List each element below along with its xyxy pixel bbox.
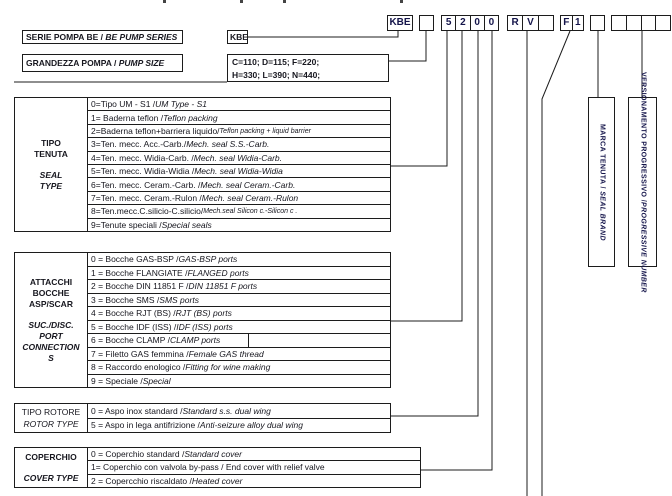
code-cell — [612, 16, 626, 30]
port-connections-rows — [87, 252, 391, 388]
rotor-type-row-0 — [87, 403, 391, 419]
seal-brand-label-en: SEAL BRAND — [598, 190, 606, 241]
port-connections-section — [14, 252, 391, 388]
option-text-it: 5 = Aspo in lega antifrizione / — [91, 420, 200, 431]
cropped-text-fragment — [240, 0, 243, 3]
option-text-it: 6 = Bocche CLAMP / — [91, 335, 170, 346]
option-text-en: FLANGED ports — [187, 267, 249, 278]
rotor-type-label — [14, 403, 88, 433]
port-connections-label-line: S — [48, 352, 54, 363]
code-cell: 5 — [445, 17, 452, 28]
port-connections-label-line: SUC./DISC. — [28, 319, 74, 330]
rotor-type-label-line: ROTOR TYPE — [23, 418, 79, 429]
cover-type-row-0 — [87, 447, 421, 461]
port-connections-label-line: BOCCHE — [32, 287, 70, 298]
seal-brand-vertical-label — [596, 124, 608, 241]
pump-size-label — [22, 54, 183, 72]
option-text-it: 5 = Bocche IDF (ISS) / — [91, 321, 177, 332]
pump-series-label-it: SERIE POMPA BE / — [26, 32, 106, 42]
code-cell: V — [522, 16, 537, 30]
code-cell: R — [511, 17, 519, 28]
code-cell: F — [563, 17, 570, 28]
code-cell — [420, 16, 433, 30]
code-cell: 2 — [455, 16, 469, 30]
option-text-it: 2 = Bocche DIN 11851 F / — [91, 281, 189, 292]
seal-type-row-5 — [87, 164, 391, 178]
seal-type-label-line: TENUTA — [34, 148, 68, 159]
option-text-it: 8=Ten.mecc.C.silicio-C.silicio/ — [91, 206, 204, 217]
cover-type-row-2 — [87, 474, 421, 488]
port-connections-row-1 — [87, 266, 391, 281]
option-text-en: Female GAS thread — [188, 348, 264, 359]
option-text-it: 4 = Bocche RJT (BS) / — [91, 308, 176, 319]
option-text-en: Standard cover — [184, 449, 242, 460]
option-text-it: 0 = Bocche GAS-BSP / — [91, 254, 179, 265]
option-text-en: Mech. seal Widia-Carb. — [193, 152, 283, 163]
option-text-en: Heated cover — [191, 475, 243, 486]
seal-type-section — [14, 97, 391, 232]
seal-brand-label-it: MARCA TENUTA / — [598, 123, 606, 191]
port-connections-label-line: ATTACCHI — [29, 276, 73, 287]
port-connections-row-6 — [87, 333, 391, 348]
progressive-number-vertical-box — [628, 71, 657, 293]
cover-type-label-line: COVER TYPE — [23, 472, 79, 483]
option-text-it: 8 = Raccordo enologico / — [91, 362, 186, 373]
port-connections-row-5 — [87, 320, 391, 335]
option-text-en: Mech. seal Ceram.-Carb. — [200, 179, 296, 190]
cover-type-rows — [87, 447, 421, 488]
port-connections-row-2 — [87, 279, 391, 294]
option-text-it: 4=Ten. mecc. Widia-Carb. / — [91, 152, 194, 163]
pump-series-label-en: BE PUMP SERIES — [105, 32, 178, 42]
option-text-it: 5=Ten. mecc. Widia-Widia / — [91, 166, 195, 177]
seal-type-row-8 — [87, 204, 391, 218]
option-text-it: 0 = Coperchio standard / — [91, 449, 185, 460]
option-text-en: Teflon packing + liquid barrier — [219, 127, 311, 135]
code-group-series-code — [387, 15, 413, 31]
code-group-option-f1-code — [560, 15, 584, 31]
code-group-seal-and-ports-code — [441, 15, 499, 31]
cover-type-label-line: COPERCHIO — [25, 451, 77, 462]
progressive-number-label-it: VERSIONAMENTO PROGRESSIVO / — [639, 71, 647, 202]
seal-type-label-line: TYPE — [39, 180, 63, 191]
rotor-type-label-line: TIPO ROTORE — [21, 406, 81, 417]
option-text-en: RJT (BS) ports — [175, 308, 232, 319]
option-text-it: 7=Ten. mecc. Ceram.-Rulon / — [91, 193, 202, 204]
seal-type-row-3 — [87, 137, 391, 151]
seal-type-label-line: SEAL — [39, 169, 63, 180]
option-text-en: UM Type - S1 — [155, 99, 207, 110]
pump-series-code-box: KBE — [227, 30, 248, 44]
option-text-en: IDF (ISS) ports — [176, 321, 233, 332]
option-text-en: DIN 11851 F ports — [188, 281, 258, 292]
rotor-type-row-1 — [87, 418, 391, 434]
code-cell — [641, 16, 656, 30]
port-connections-label-line: ASP/SCAR — [29, 298, 73, 309]
seal-type-row-0 — [87, 97, 391, 111]
cropped-text-fragment — [163, 0, 166, 3]
port-connections-label-line: CONNECTION — [22, 341, 80, 352]
port-connections-row-4 — [87, 306, 391, 321]
pump-size-label-en: PUMP SIZE — [118, 58, 165, 68]
pump-size-values-box — [227, 54, 389, 82]
port-connections-label — [14, 252, 88, 388]
option-text-en: Special seals — [161, 219, 212, 230]
option-text-it: 0 = Aspo inox standard / — [91, 405, 183, 416]
cover-type-label — [14, 447, 88, 488]
option-text-it: 1 = Bocche FLANGIATE / — [91, 267, 188, 278]
option-text-it: 2=Baderna teflon+barriera liquido/ — [91, 126, 220, 137]
seal-type-row-9 — [87, 218, 391, 232]
option-text-it: 1= Baderna teflon / — [91, 112, 164, 123]
option-text-it: 9=Tenute speciali / — [91, 219, 162, 230]
pump-size-values-line2: H=330; L=390; N=440; — [232, 70, 321, 80]
code-cell — [538, 16, 553, 30]
seal-type-row-4 — [87, 151, 391, 165]
code-group-progressive-number-code — [611, 15, 671, 31]
port-connections-row-0 — [87, 252, 391, 267]
option-text-en: GAS-BSP ports — [178, 254, 238, 265]
port-connections-row-3 — [87, 293, 391, 308]
seal-type-row-6 — [87, 177, 391, 191]
rotor-type-section — [14, 403, 391, 433]
port-connections-row-9 — [87, 374, 391, 389]
code-group-rotor-and-cover-code — [507, 15, 554, 31]
port-connections-label-line: PORT — [39, 330, 63, 341]
option-text-en: Standard s.s. dual wing — [182, 405, 271, 416]
seal-type-rows — [87, 97, 391, 232]
seal-type-label — [14, 97, 88, 232]
code-cell: 0 — [470, 16, 484, 30]
option-text-en: Mech. seal S.S.-Carb. — [186, 139, 270, 150]
pump-size-values-line1: C=110; D=115; F=220; — [232, 57, 320, 67]
code-cell: 0 — [484, 16, 498, 30]
port-connections-row-8 — [87, 360, 391, 375]
option-text-it: 2 = Copercchio riscaldato / — [91, 475, 192, 486]
code-group-seal-brand-code — [590, 15, 605, 31]
code-group-pump-size-code — [419, 15, 434, 31]
option-text-en: Mech. seal Widia-Widia — [194, 166, 283, 177]
code-cell — [655, 16, 670, 30]
pump-size-label-it: GRANDEZZA POMPA / — [26, 58, 119, 68]
option-text-en: Mech. seal Ceram.-Rulon — [201, 193, 299, 204]
seal-brand-vertical-box — [588, 97, 615, 267]
option-text-en: Anti-seizure alloy dual wing — [199, 420, 303, 431]
option-text-en: CLAMP ports — [169, 335, 221, 346]
option-text-it: 1= Coperchio con valvola by-pass / End cover with relief valve — [91, 462, 325, 473]
seal-type-row-2 — [87, 124, 391, 138]
progressive-number-label-en: PROGRESSIVE NUMBER — [639, 201, 647, 293]
pump-series-label — [22, 30, 183, 44]
option-text-en: Special — [142, 375, 171, 386]
option-text-en: Fitting for wine making — [185, 362, 271, 373]
option-text-en: SMS ports — [159, 294, 199, 305]
code-cell: 1 — [572, 16, 584, 30]
code-cell — [591, 16, 604, 30]
rotor-type-rows — [87, 403, 391, 433]
option-text-it: 3=Ten. mecc. Acc.-Carb./ — [91, 139, 187, 150]
cropped-text-fragment — [400, 0, 403, 3]
option-text-it: 9 = Speciale / — [91, 375, 143, 386]
seal-type-label-line: TIPO — [41, 137, 61, 148]
option-text-it: 3 = Bocche SMS / — [91, 294, 160, 305]
cover-type-row-1 — [87, 460, 421, 474]
option-text-it: 6=Ten. mecc. Ceram.-Carb. / — [91, 179, 201, 190]
code-cell — [626, 16, 641, 30]
seal-type-row-1 — [87, 110, 391, 124]
code-cell: KBE — [389, 17, 411, 28]
option-text-en: Mech.seal Silicon c.-Silicon c . — [203, 207, 298, 215]
port-connections-row-7 — [87, 347, 391, 362]
option-text-it: 7 = Filetto GAS femmina / — [91, 348, 189, 359]
cropped-text-fragment — [283, 0, 286, 3]
option-text-en: Teflon packing — [163, 112, 218, 123]
option-text-it: 0=Tipo UM - S1 / — [91, 99, 156, 110]
cover-type-section — [14, 447, 421, 488]
seal-type-row-7 — [87, 191, 391, 205]
